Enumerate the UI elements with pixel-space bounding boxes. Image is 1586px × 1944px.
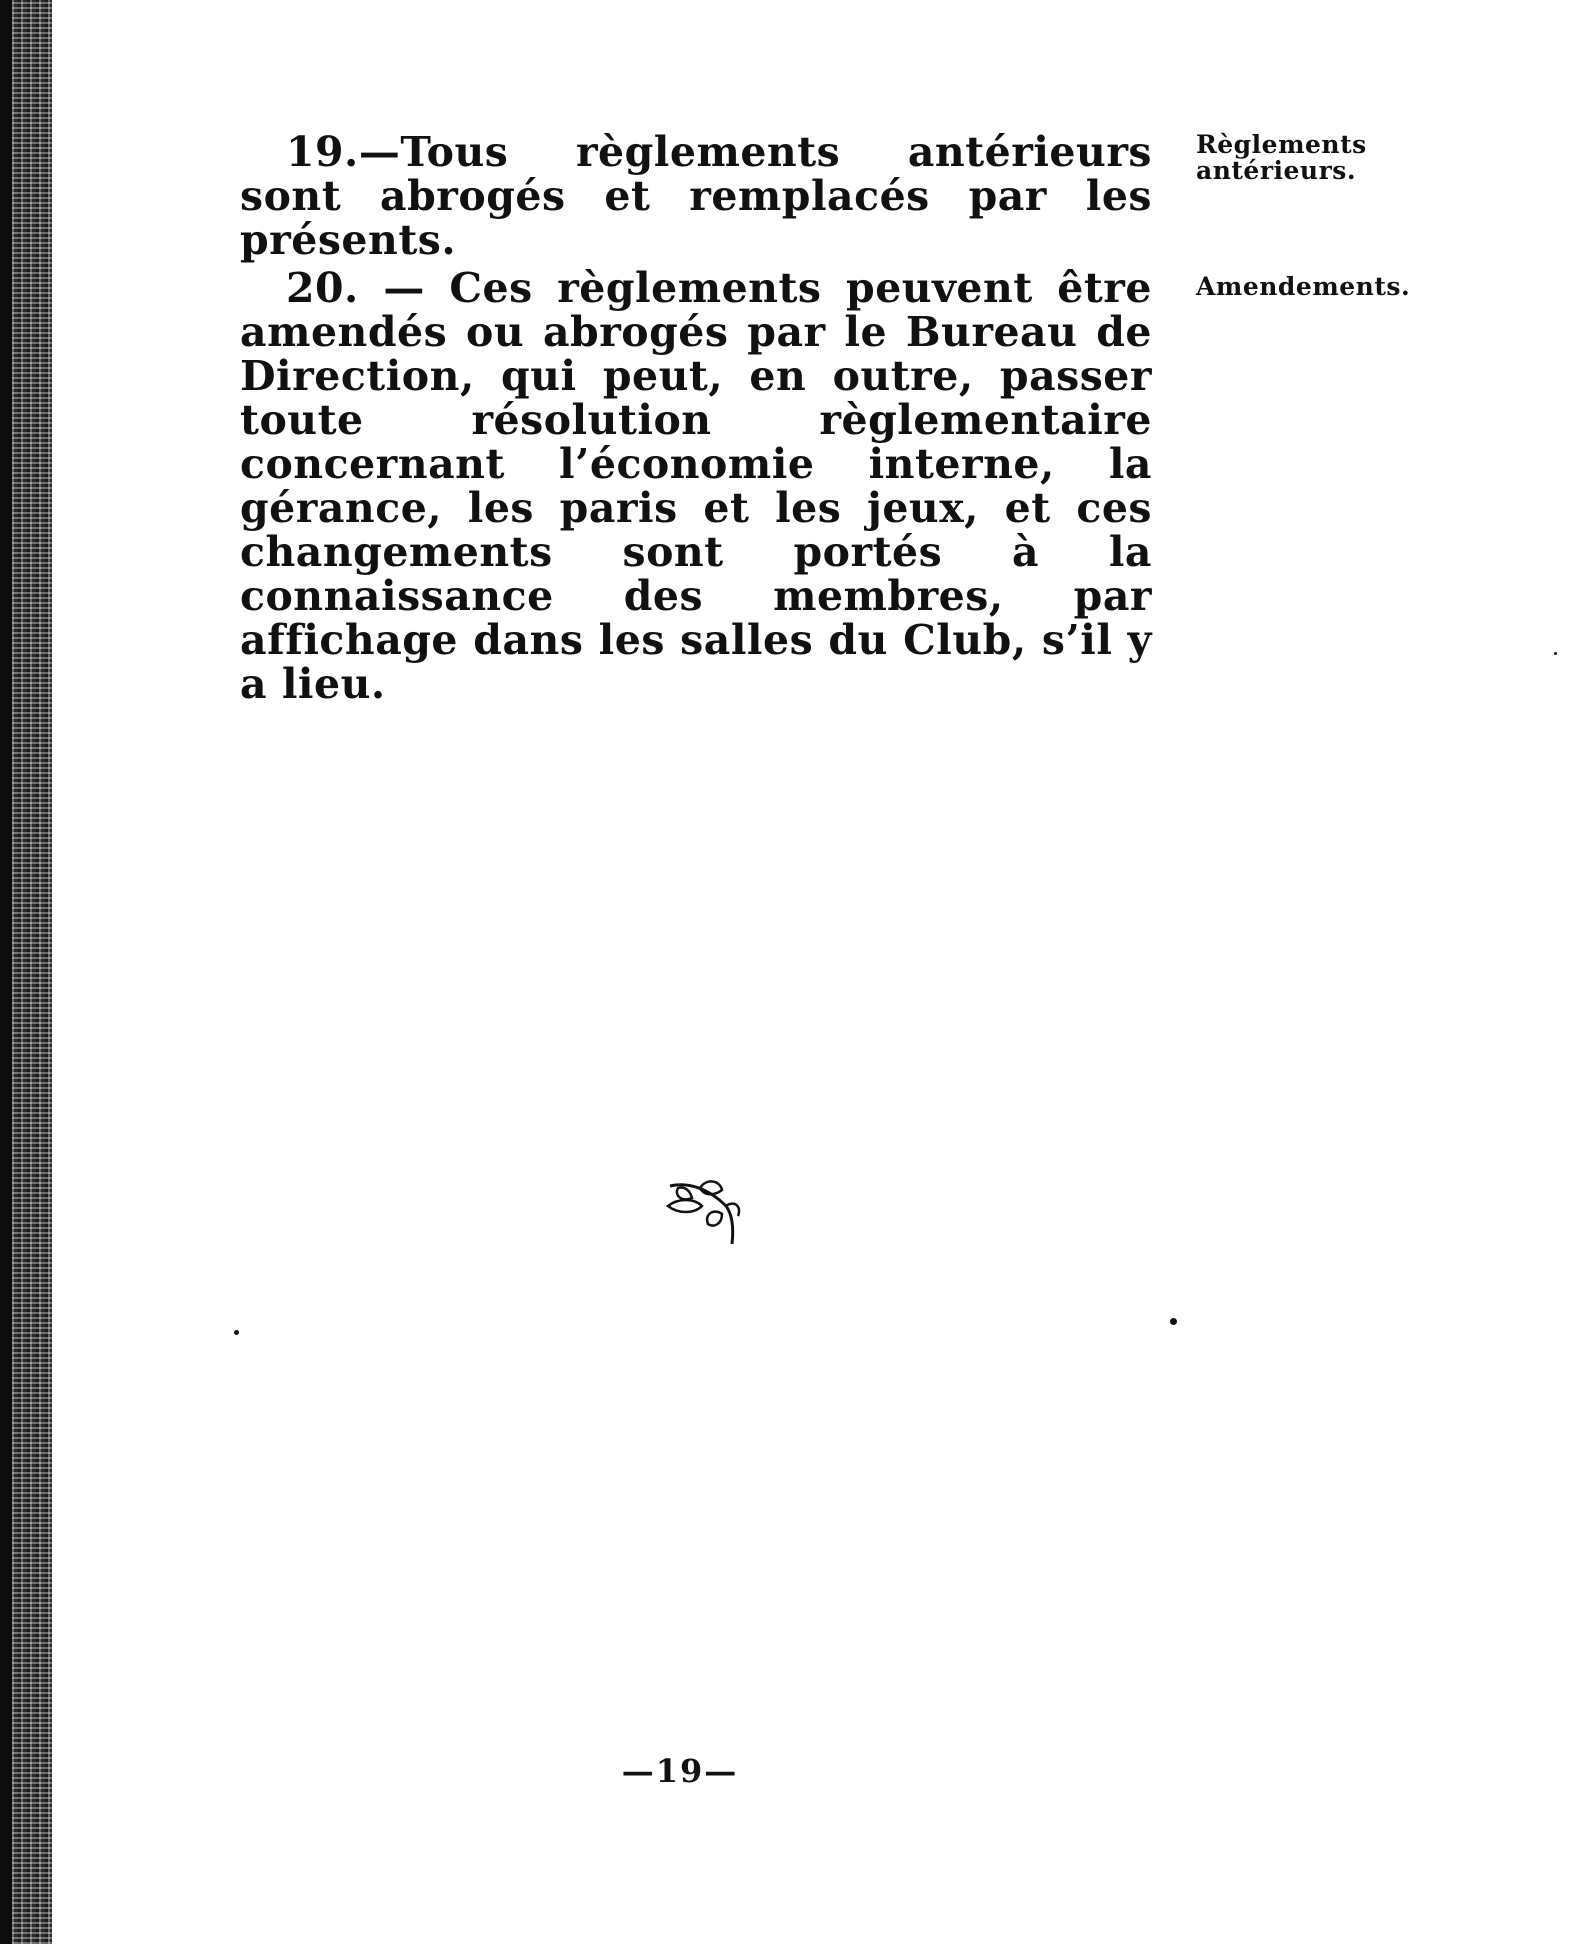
article-19-margin-note: Règlements antérieurs. [1196,130,1367,185]
page-number: —19— [621,1752,739,1790]
page-binding-shadow [0,0,12,1944]
print-speck [1170,1318,1177,1325]
article-19-text: 19.—Tous règlements antérieurs sont abrogés et remplacés par les présents. [240,128,1152,264]
article-20-text: 20. — Ces règlements peuvent être amendés ou abrogés par le Bureau de Direction, qui peut, en outre, passer toute résolution règlementaire concernant l’économie interne, la gérance, les paris et les jeux, et ces changements sont portés à la connaissance des membres, par affichage dans les salles du Club, s’il y a lieu. [240,264,1152,708]
leaf-sprig-icon [664,1176,744,1248]
print-speck [1554,652,1557,655]
article-20-margin-note: Amendements. [1196,272,1411,301]
print-speck [234,1330,239,1335]
